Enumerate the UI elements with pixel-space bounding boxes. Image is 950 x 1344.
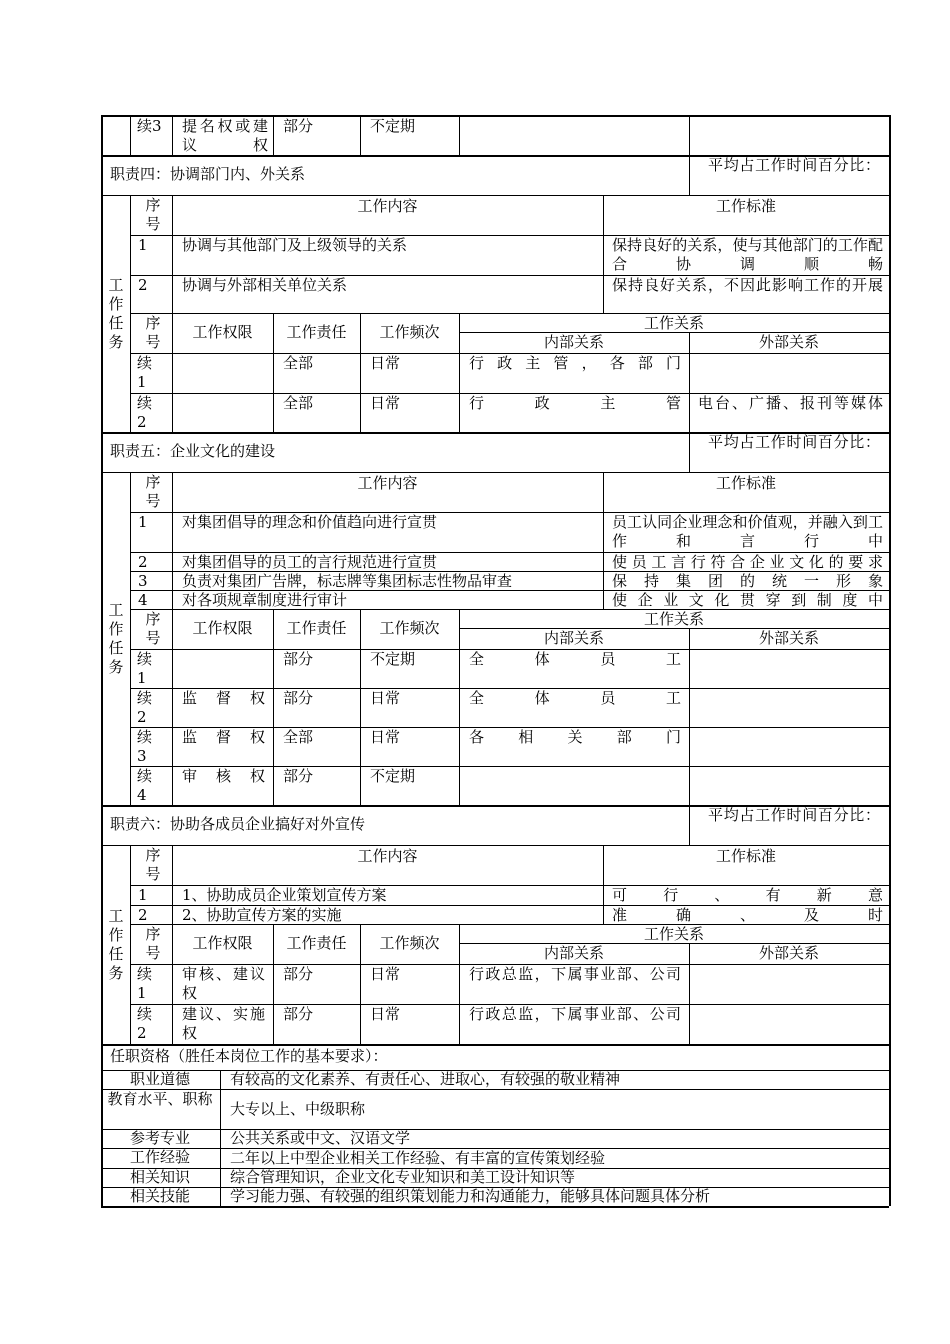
duty5-task-no: 2 [138, 553, 148, 571]
duty5-task-standard: 使企业文化贯穿到制度中 [612, 591, 883, 609]
table-rule [459, 1004, 460, 1044]
table-rule [273, 688, 274, 727]
table-rule [689, 155, 690, 195]
duty5-time-pct: 平均占工作时间百分比： [708, 433, 880, 451]
table-rule [101, 155, 103, 195]
duty5-task-standard: 使员工言行符合企业文化的要求 [612, 553, 883, 571]
table-rule [101, 1089, 103, 1129]
table-rule [603, 845, 604, 885]
duty6-row-authority: 审核、建议权 [182, 965, 265, 1002]
table-rule [689, 1004, 690, 1044]
table-rule [172, 353, 173, 393]
duty6-row-frequency: 日常 [370, 1005, 401, 1023]
duty5-task-content: 对各项规章制度进行审计 [182, 591, 348, 609]
table-rule [101, 1168, 103, 1187]
duty4-row-responsibility: 全部 [283, 394, 314, 412]
table-rule [172, 766, 173, 805]
duty4-hdr-frequency: 工作频次 [379, 323, 440, 341]
table-rule [220, 1148, 221, 1168]
duty6-task-no: 1 [138, 886, 148, 904]
duty4-task-standard: 保持良好的关系，使与其他部门的工作配合协调顺畅 [612, 236, 883, 273]
table-rule [689, 805, 690, 845]
duty5-hdr-frequency: 工作频次 [379, 619, 440, 637]
duty5-row-frequency: 不定期 [370, 650, 416, 668]
table-rule [101, 805, 103, 845]
duty5-hdr-internal: 内部关系 [543, 629, 604, 647]
duty4-title: 职责四：协调部门内、外关系 [110, 165, 306, 183]
duty6-hdr-internal: 内部关系 [543, 944, 604, 962]
table-rule [273, 727, 274, 766]
duty5-hdr-seq: 序号 [145, 473, 161, 510]
duty6-task-standard: 准确、及时 [612, 906, 883, 924]
duty5-hdr-relations: 工作关系 [643, 610, 704, 628]
authority-cell: 提名权或建议权 [182, 117, 268, 154]
table-rule [603, 195, 604, 235]
table-rule [459, 353, 460, 393]
table-rule [273, 115, 274, 155]
duty5-title: 职责五：企业文化的建设 [110, 442, 276, 460]
table-rule [889, 805, 891, 845]
table-rule [172, 552, 173, 571]
qualification-label: 相关技能 [129, 1187, 190, 1205]
table-rule [101, 472, 103, 805]
table-rule [220, 1187, 221, 1206]
duty4-hdr-standard: 工作标准 [715, 197, 776, 215]
responsibility-cell: 部分 [283, 117, 314, 135]
table-rule [101, 1044, 103, 1070]
table-rule [172, 649, 173, 688]
table-rule [360, 766, 361, 805]
table-rule [689, 432, 690, 472]
duty6-row-seq: 续2 [137, 1005, 153, 1042]
table-rule [130, 845, 131, 1044]
duty5-row-seq: 续3 [137, 728, 153, 765]
duty5-hdr-authority: 工作权限 [192, 619, 253, 637]
table-rule [603, 235, 604, 275]
table-rule [459, 688, 460, 727]
qualification-label: 相关知识 [129, 1168, 190, 1186]
table-rule [130, 472, 131, 805]
qualifications-title: 任职资格（胜任本岗位工作的基本要求）： [110, 1047, 388, 1065]
table-rule [889, 195, 891, 432]
table-rule [172, 571, 173, 590]
table-rule [172, 115, 173, 155]
table-rule [889, 432, 891, 472]
duty4-task-standard: 保持良好关系，不因此影响工作的开展 [612, 276, 883, 294]
table-rule [172, 688, 173, 727]
table-rule [172, 195, 173, 235]
duty6-row-authority: 建议、实施权 [182, 1005, 265, 1042]
duty6-time-pct: 平均占工作时间百分比： [708, 806, 880, 824]
duty5-task-no: 3 [138, 572, 148, 590]
table-rule [689, 649, 690, 688]
duty5-row-seq: 续1 [137, 650, 153, 687]
duty4-task-no: 1 [138, 236, 148, 254]
table-rule [889, 845, 891, 1044]
duty6-task-content: 2、协助宣传方案的实施 [182, 906, 342, 924]
table-rule [889, 1168, 891, 1187]
table-rule [101, 845, 103, 1044]
duty6-task-no: 2 [138, 906, 148, 924]
duty5-row-seq: 续4 [137, 767, 153, 804]
table-rule [273, 1004, 274, 1044]
duty6-hdr-responsibility: 工作责任 [286, 934, 347, 952]
duty4-hdr-seq2: 序号 [145, 314, 161, 351]
table-rule [360, 393, 361, 432]
duty6-hdr-external: 外部关系 [758, 944, 819, 962]
duty5-task-standard: 保持集团的统一形象 [612, 572, 883, 590]
table-rule [360, 353, 361, 393]
table-rule [220, 1168, 221, 1187]
table-rule [172, 393, 173, 432]
table-rule [689, 353, 690, 393]
table-rule [172, 512, 173, 552]
duty6-hdr-frequency: 工作频次 [379, 934, 440, 952]
duty5-row-internal: 全体员工 [469, 650, 681, 668]
duty6-hdr-relations: 工作关系 [643, 925, 704, 943]
duty5-task-content: 对集团倡导的理念和价值趋向进行宣贯 [182, 513, 438, 531]
table-rule [889, 1070, 891, 1089]
table-rule [689, 766, 690, 805]
table-rule [360, 115, 361, 155]
table-rule [172, 727, 173, 766]
duty4-tasks-label: 工作任务 [108, 275, 124, 351]
duty4-row-internal: 行政主管 [469, 394, 681, 412]
table-rule [459, 649, 460, 688]
table-rule [360, 727, 361, 766]
table-rule [101, 1129, 103, 1148]
duty5-hdr-content: 工作内容 [357, 474, 418, 492]
table-rule [172, 235, 173, 275]
duty4-hdr-seq: 序号 [145, 196, 161, 233]
table-rule [889, 1129, 891, 1148]
duty4-row-internal: 行政主管，各部门 [469, 354, 681, 372]
table-rule [889, 1148, 891, 1168]
duty4-row-frequency: 日常 [370, 354, 401, 372]
table-rule [889, 115, 891, 155]
table-rule [360, 964, 361, 1004]
qualification-value: 二年以上中型企业相关工作经验、有丰富的宣传策划经验 [230, 1148, 606, 1167]
table-rule [689, 964, 690, 1004]
duty5-task-content: 对集团倡导的员工的言行规范进行宣贯 [182, 553, 438, 571]
table-rule [360, 1004, 361, 1044]
duty4-row-seq: 续1 [137, 354, 153, 391]
duty5-row-authority: 审核权 [182, 767, 265, 785]
table-rule [101, 472, 889, 473]
duty4-task-no: 2 [138, 276, 148, 294]
table-rule [603, 275, 604, 313]
table-rule [172, 590, 173, 609]
table-rule [360, 649, 361, 688]
table-rule [689, 115, 690, 155]
duty6-tasks-label: 工作任务 [108, 906, 124, 982]
table-rule [889, 1044, 891, 1070]
table-rule [603, 472, 604, 512]
qualification-label: 职业道德 [129, 1070, 190, 1088]
table-rule [273, 649, 274, 688]
table-rule [130, 115, 131, 155]
table-rule [172, 275, 173, 313]
duty5-row-authority: 监督权 [182, 728, 265, 746]
duty5-hdr-seq2: 序号 [145, 610, 161, 647]
duty4-hdr-internal: 内部关系 [543, 333, 604, 351]
table-rule [603, 885, 604, 905]
table-rule [130, 195, 131, 432]
duty5-row-internal: 全体员工 [469, 689, 681, 707]
duty4-hdr-responsibility: 工作责任 [286, 323, 347, 341]
duty5-row-authority: 监督权 [182, 689, 265, 707]
duty4-hdr-relations: 工作关系 [643, 314, 704, 332]
duty4-row-external: 电台、广播、报刊等媒体 [698, 394, 883, 412]
table-rule [101, 1187, 103, 1206]
table-rule [459, 727, 460, 766]
duty4-time-pct: 平均占工作时间百分比： [708, 156, 880, 174]
qualification-label: 工作经验 [129, 1148, 190, 1166]
duty5-row-responsibility: 部分 [283, 767, 314, 785]
table-rule [101, 1148, 103, 1168]
table-rule [603, 552, 604, 571]
duty6-row-responsibility: 部分 [283, 965, 314, 983]
duty5-task-no: 1 [138, 513, 148, 531]
duty4-hdr-authority: 工作权限 [192, 323, 253, 341]
qualification-value: 综合管理知识，企业文化专业知识和美工设计知识等 [230, 1168, 576, 1186]
table-rule [603, 512, 604, 552]
frequency-cell: 不定期 [370, 117, 416, 135]
qualification-label: 教育水平、职称 [107, 1090, 213, 1108]
duty5-row-responsibility: 部分 [283, 689, 314, 707]
table-rule [101, 115, 103, 155]
duty6-task-content: 1、协助成员企业策划宣传方案 [182, 886, 387, 904]
qualification-value: 大专以上、中级职称 [230, 1099, 366, 1118]
table-rule [689, 727, 690, 766]
qualification-value: 学习能力强、有较强的组织策划能力和沟通能力，能够具体问题具体分析 [230, 1187, 711, 1205]
table-rule [172, 964, 173, 1004]
table-rule [172, 905, 173, 924]
duty5-hdr-standard: 工作标准 [715, 474, 776, 492]
duty6-hdr-standard: 工作标准 [715, 847, 776, 865]
table-rule [273, 766, 274, 805]
duty6-hdr-seq: 序号 [145, 846, 161, 883]
table-rule [172, 845, 173, 885]
duty4-hdr-content: 工作内容 [357, 197, 418, 215]
duty6-row-frequency: 日常 [370, 965, 401, 983]
table-rule [101, 195, 889, 196]
table-rule [689, 688, 690, 727]
duty5-hdr-responsibility: 工作责任 [286, 619, 347, 637]
table-rule [889, 472, 891, 805]
table-rule [101, 195, 103, 432]
duty5-row-frequency: 日常 [370, 689, 401, 707]
table-rule [889, 1089, 891, 1129]
duty5-row-frequency: 不定期 [370, 767, 416, 785]
duty5-hdr-external: 外部关系 [758, 629, 819, 647]
table-rule [101, 1044, 889, 1046]
table-rule [459, 115, 460, 155]
table-rule [603, 905, 604, 924]
table-rule [172, 472, 173, 512]
table-rule [459, 964, 460, 1004]
table-rule [101, 1070, 103, 1089]
duty5-task-standard: 员工认同企业理念和价值观，并融入到工作和言行中 [612, 513, 883, 550]
table-rule [220, 1129, 221, 1148]
duty6-row-internal: 行政总监，下属事业部、公司 [469, 1005, 681, 1023]
duty6-row-responsibility: 部分 [283, 1005, 314, 1023]
table-rule [101, 432, 103, 472]
table-rule [603, 590, 604, 609]
duty6-hdr-seq2: 序号 [145, 925, 161, 962]
duty4-row-responsibility: 全部 [283, 354, 314, 372]
qualification-value: 有较高的文化素养、有责任心、进取心，有较强的敬业精神 [230, 1070, 621, 1088]
duty5-row-responsibility: 全部 [283, 728, 314, 746]
duty4-task-content: 协调与其他部门及上级领导的关系 [182, 236, 408, 254]
duty6-row-seq: 续1 [137, 965, 153, 1002]
duty6-hdr-authority: 工作权限 [192, 934, 253, 952]
duty4-hdr-external: 外部关系 [758, 333, 819, 351]
duty5-row-seq: 续2 [137, 689, 153, 726]
table-rule [689, 393, 690, 432]
qualification-value: 公共关系或中文、汉语文学 [230, 1129, 411, 1147]
table-rule [220, 1070, 221, 1089]
table-rule [889, 155, 891, 195]
table-rule [459, 766, 460, 805]
duty5-task-no: 4 [138, 591, 148, 609]
qualification-label: 参考专业 [129, 1129, 190, 1147]
duty6-title: 职责六：协助各成员企业搞好对外宣传 [110, 815, 366, 833]
duty5-task-content: 负责对集团广告牌，标志牌等集团标志性物品审查 [182, 572, 513, 590]
table-rule [220, 1089, 221, 1129]
duty4-task-content: 协调与外部相关单位关系 [182, 276, 348, 294]
table-rule [172, 1004, 173, 1044]
duty5-row-internal: 各相关部门 [469, 728, 681, 746]
table-rule [889, 1187, 891, 1206]
duty4-row-frequency: 日常 [370, 394, 401, 412]
duty5-row-frequency: 日常 [370, 728, 401, 746]
table-rule [603, 571, 604, 590]
duty6-row-internal: 行政总监，下属事业部、公司 [469, 965, 681, 983]
table-rule [172, 885, 173, 905]
table-rule [101, 845, 889, 846]
table-rule [273, 393, 274, 432]
table-rule [459, 393, 460, 432]
table-rule [273, 964, 274, 1004]
table-rule [360, 688, 361, 727]
table-rule [101, 1206, 889, 1208]
duty6-hdr-content: 工作内容 [357, 847, 418, 865]
seq-cell: 续3 [137, 117, 162, 135]
duty4-row-seq: 续2 [137, 394, 153, 431]
duty5-tasks-label: 工作任务 [108, 600, 124, 676]
duty5-row-responsibility: 部分 [283, 650, 314, 668]
table-rule [273, 353, 274, 393]
duty6-task-standard: 可行、有新意 [612, 886, 883, 904]
